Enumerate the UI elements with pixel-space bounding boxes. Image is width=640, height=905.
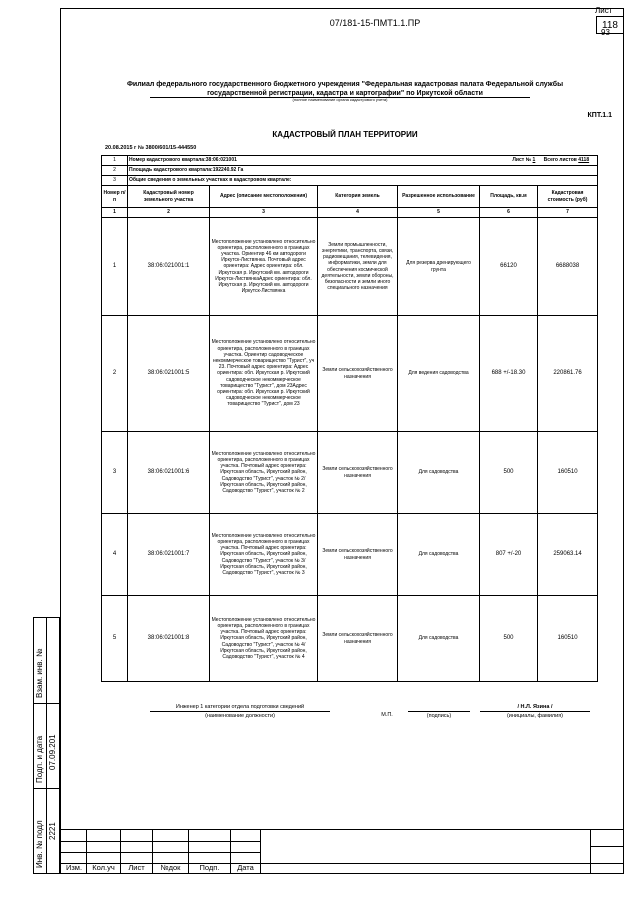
column-header: Разрешенное использование xyxy=(398,186,480,208)
organization-name: Филиал федерального государственного бюджетного учреждения "Федеральная кадастровая палата Федеральной службы государственной регистрации, кадастра и картографии" по Иркутской области xyxy=(126,81,564,97)
tb-label: Кол.уч xyxy=(92,863,115,872)
sheet-label: Лист xyxy=(595,6,613,15)
tb-label: №док xyxy=(160,863,181,872)
cadastral-number-cell: 38:06:021001:5 xyxy=(128,316,210,432)
row-num-cell: 5 xyxy=(102,596,128,682)
column-header: Кадастровый номер земельного участка xyxy=(128,186,210,208)
category-cell: Земли промышленности, энергетики, транспорта, связи, радиовещания, телевидения, информатики, земли для обеспечения космической деятельности, земли обороны, безопасности и земли иного специального назначения xyxy=(318,218,398,316)
column-header: Площадь, кв.м xyxy=(480,186,538,208)
position-caption: (наименование должности) xyxy=(205,713,275,719)
column-number: 6 xyxy=(480,208,538,218)
row-number: 3 xyxy=(102,176,128,186)
address-cell: Местоположение установлено относительно ориентира, расположенного в границах участка. Ориентир 46 км автодороги Иркутск-Листвянка. Почтовый адрес ориентира: Адрес ориентира: обл. Иркутская р. Иркутский км. автодороги Иркутск-ЛиствянкаАдрес ориентира: обл. Иркутская р. Иркутский км. автодороги Иркутск-Листвянка xyxy=(210,218,318,316)
cadastral-number-cell: 38:06:021001:8 xyxy=(128,596,210,682)
table-row xyxy=(102,432,598,514)
cost-cell: 160510 xyxy=(538,596,598,682)
general-info-label: Общие сведения о земельных участках в кадастровом квартале: xyxy=(128,176,598,186)
name-text: / Н.Л. Язина / xyxy=(480,704,590,712)
signature-block xyxy=(408,704,470,719)
column-number: 1 xyxy=(102,208,128,218)
use-cell: Для садоводства xyxy=(398,514,480,596)
table-row xyxy=(102,218,598,316)
row-number: 2 xyxy=(102,166,128,176)
sheet-label: Лист № xyxy=(512,157,532,164)
area-cell: 807 +/-20 xyxy=(480,514,538,596)
table-row xyxy=(102,316,598,432)
tb-label: Изм. xyxy=(65,863,83,872)
cost-cell: 6688038 xyxy=(538,218,598,316)
sheet-number: 118 xyxy=(596,16,624,34)
area-cell: 688 +/-18.30 xyxy=(480,316,538,432)
use-cell: Для садоводства xyxy=(398,596,480,682)
category-cell: Земли сельскохозяйственного назначения xyxy=(318,596,398,682)
column-header: Кадастровая стоимость (руб) xyxy=(538,186,598,208)
row-num-cell: 3 xyxy=(102,432,128,514)
sheet-value: 1 xyxy=(532,157,536,164)
title-block xyxy=(60,829,624,874)
address-cell: Местоположение установлено относительно ориентира, расположенного в границах участка. Ориентир садоводческое некоммерческое товарищество "Турист", уч 23. Почтовый адрес ориентира: Адрес ориентира: обл. Иркутская р. Иркутский садоводческое некоммерческое товарищество "Турист", дом 23Адрес ориентира: обл. Иркутская р. Иркутский садоводческое некоммерческое товарищество "Турист", дом 23 xyxy=(210,316,318,432)
form-code: КПТ.1.1 xyxy=(587,112,612,119)
total-sheets-label: Всего листов xyxy=(543,157,577,164)
cadastral-number-cell: 38:06:021001:1 xyxy=(128,218,210,316)
cost-cell: 220861.76 xyxy=(538,316,598,432)
quarter-label: Номер кадастрового квартала: xyxy=(129,157,206,164)
category-cell: Земли сельскохозяйственного назначения xyxy=(318,432,398,514)
use-cell: Для садоводства xyxy=(398,432,480,514)
address-cell: Местоположение установлено относительно ориентира, расположенного в границах участка. Почтовый адрес ориентира: Иркутская область, Иркутский район, Садоводство "Турист", участок № 4/Иркутская область, Иркутский район, Садоводство "Турист", участок № 4 xyxy=(210,596,318,682)
position-text: Инженер 1 категории отдела подготовки сведений xyxy=(150,704,330,712)
column-number: 4 xyxy=(318,208,398,218)
column-header: Номер п/п xyxy=(102,186,128,208)
quarter-row xyxy=(128,156,598,166)
row-num-cell: 4 xyxy=(102,514,128,596)
column-number: 7 xyxy=(538,208,598,218)
area-value: 192240.92 Га xyxy=(212,167,244,174)
organization-note: (полное наименование органа кадастрового учета) xyxy=(292,97,388,102)
document-title: КАДАСТРОВЫЙ ПЛАН ТЕРРИТОРИИ xyxy=(272,130,418,139)
document-code: 07/181-15-ПМТ1.1.ПР xyxy=(329,18,421,28)
use-cell: Для резерва дренирующего грунта xyxy=(398,218,480,316)
podp-label: Подп. и дата xyxy=(35,735,44,783)
column-number: 5 xyxy=(398,208,480,218)
cadastral-number-cell: 38:06:021001:7 xyxy=(128,514,210,596)
document-date-number: 20.08.2015 г № 3800/601/15-444550 xyxy=(105,145,197,151)
side-stamp xyxy=(33,617,60,874)
vzam-label: Взам. инв. № xyxy=(35,648,44,698)
name-caption: (инициалы, фамилия) xyxy=(506,713,564,719)
column-number: 3 xyxy=(210,208,318,218)
cost-cell: 259063.14 xyxy=(538,514,598,596)
total-sheets-value: 4118 xyxy=(578,157,590,164)
inv-label: Инв. № подл xyxy=(35,820,44,868)
area-cell: 66120 xyxy=(480,218,538,316)
use-cell: Для ведения садоводства xyxy=(398,316,480,432)
row-num-cell: 1 xyxy=(102,218,128,316)
address-cell: Местоположение установлено относительно ориентира, расположенного в границах участка. Почтовый адрес ориентира: Иркутская область, Иркутский район, Садоводство "Турист", участок № 2/Иркутская область, Иркутский район, Садоводство "Турист", участок № 2 xyxy=(210,432,318,514)
tb-label: Дата xyxy=(237,863,254,872)
tb-label: Лист xyxy=(128,863,145,872)
signature-name xyxy=(480,704,590,719)
cadastral-number-cell: 38:06:021001:6 xyxy=(128,432,210,514)
column-header: Адрес (описание местоположения) xyxy=(210,186,318,208)
podp-value: 07.09.201 xyxy=(48,734,57,770)
cadastral-table xyxy=(101,155,598,682)
page-number: 93 xyxy=(601,28,610,37)
area-cell: 500 xyxy=(480,432,538,514)
row-num-cell: 2 xyxy=(102,316,128,432)
table-row xyxy=(102,596,598,682)
stamp-label: М.П. xyxy=(381,712,393,718)
address-cell: Местоположение установлено относительно ориентира, расположенного в границах участка. Почтовый адрес ориентира: Иркутская область, Иркутский район, Садоводство "Турист", участок № 3/Иркутская область, Иркутский район, Садоводство "Турист", участок № 3 xyxy=(210,514,318,596)
column-number: 2 xyxy=(128,208,210,218)
area-cell: 500 xyxy=(480,596,538,682)
column-header: Категория земель xyxy=(318,186,398,208)
signature-position xyxy=(150,704,330,719)
cost-cell: 160510 xyxy=(538,432,598,514)
category-cell: Земли сельскохозяйственного назначения xyxy=(318,514,398,596)
signature-caption: (подпись) xyxy=(426,713,452,719)
category-cell: Земли сельскохозяйственного назначения xyxy=(318,316,398,432)
table-row xyxy=(102,514,598,596)
area-label: Площадь кадастрового квартала: xyxy=(129,167,213,174)
quarter-value: 38:06:021001 xyxy=(205,157,237,164)
area-row xyxy=(128,166,598,176)
row-number: 1 xyxy=(102,156,128,166)
tb-label: Подп. xyxy=(199,863,220,872)
inv-value: 2221 xyxy=(48,822,57,840)
